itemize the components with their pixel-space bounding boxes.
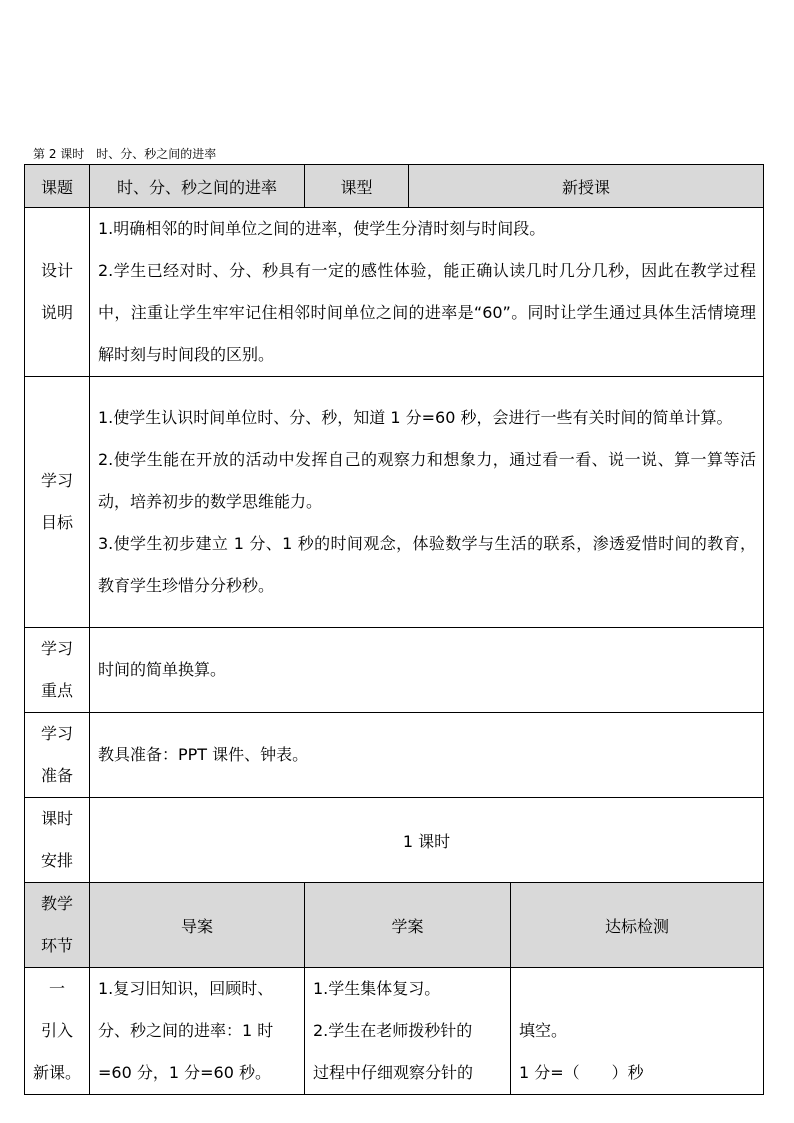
focus-label: 学习 重点 — [25, 628, 90, 713]
check-header: 达标检测 — [511, 883, 764, 968]
goals-row — [25, 377, 764, 628]
prep-label: 学习 准备 — [25, 713, 90, 798]
design-row — [25, 208, 764, 377]
schedule-content: 1 课时 — [90, 798, 764, 883]
design-item: 2.学生已经对时、分、秒具有一定的感性体验，能正确认读几时几分几秒，因此在教学过程中，注重让学生牢牢记住相邻时间单位之间的进率是“60”。同时让学生通过具体生活情境理解时刻与时间段的区别。 — [98, 261, 757, 364]
intro-row — [25, 968, 764, 1095]
design-item: 1.明确相邻的时间单位之间的进率，使学生分清时刻与时间段。 — [98, 219, 546, 238]
intro-check: 填空。 1 分=（ ）秒 — [511, 968, 764, 1095]
topic-label: 课题 — [25, 165, 90, 208]
focus-content: 时间的简单换算。 — [90, 628, 764, 713]
goals-content — [90, 377, 764, 628]
guide-header: 导案 — [90, 883, 305, 968]
type-label: 课型 — [305, 165, 409, 208]
schedule-row — [25, 798, 764, 883]
lesson-caption: 第 2 课时 时、分、秒之间的进率 — [33, 147, 217, 161]
type-value: 新授课 — [409, 165, 764, 208]
header-row — [25, 165, 764, 208]
prep-row — [25, 713, 764, 798]
goal-item: 1.使学生认识时间单位时、分、秒，知道 1 分=60 秒，会进行一些有关时间的简单计算。 — [98, 408, 733, 427]
prep-content: 教具准备：PPT 课件、钟表。 — [90, 713, 764, 798]
design-label: 设计 说明 — [25, 208, 90, 377]
focus-row — [25, 628, 764, 713]
study-header: 学案 — [305, 883, 511, 968]
intro-guide: 1.复习旧知识，回顾时、 分、秒之间的进率：1 时 =60 分，1 分=60 秒。 — [90, 968, 305, 1095]
intro-label: 一 引入 新课。 — [25, 968, 90, 1095]
schedule-label: 课时 安排 — [25, 798, 90, 883]
sections-label: 教学 环节 — [25, 883, 90, 968]
goal-item: 2.使学生能在开放的活动中发挥自己的观察力和想象力，通过看一看、说一说、算一算等活动，培养初步的数学思维能力。 — [98, 450, 757, 511]
goal-item: 3.使学生初步建立 1 分、1 秒的时间观念，体验数学与生活的联系，渗透爱惜时间的教育，教育学生珍惜分分秒秒。 — [98, 534, 757, 595]
intro-study: 1.学生集体复习。 2.学生在老师拨秒针的 过程中仔细观察分针的 — [305, 968, 511, 1095]
topic-value: 时、分、秒之间的进率 — [90, 165, 305, 208]
design-content — [90, 208, 764, 377]
lesson-plan-table — [24, 164, 764, 1095]
sections-header-row — [25, 883, 764, 968]
goals-label: 学习 目标 — [25, 377, 90, 628]
